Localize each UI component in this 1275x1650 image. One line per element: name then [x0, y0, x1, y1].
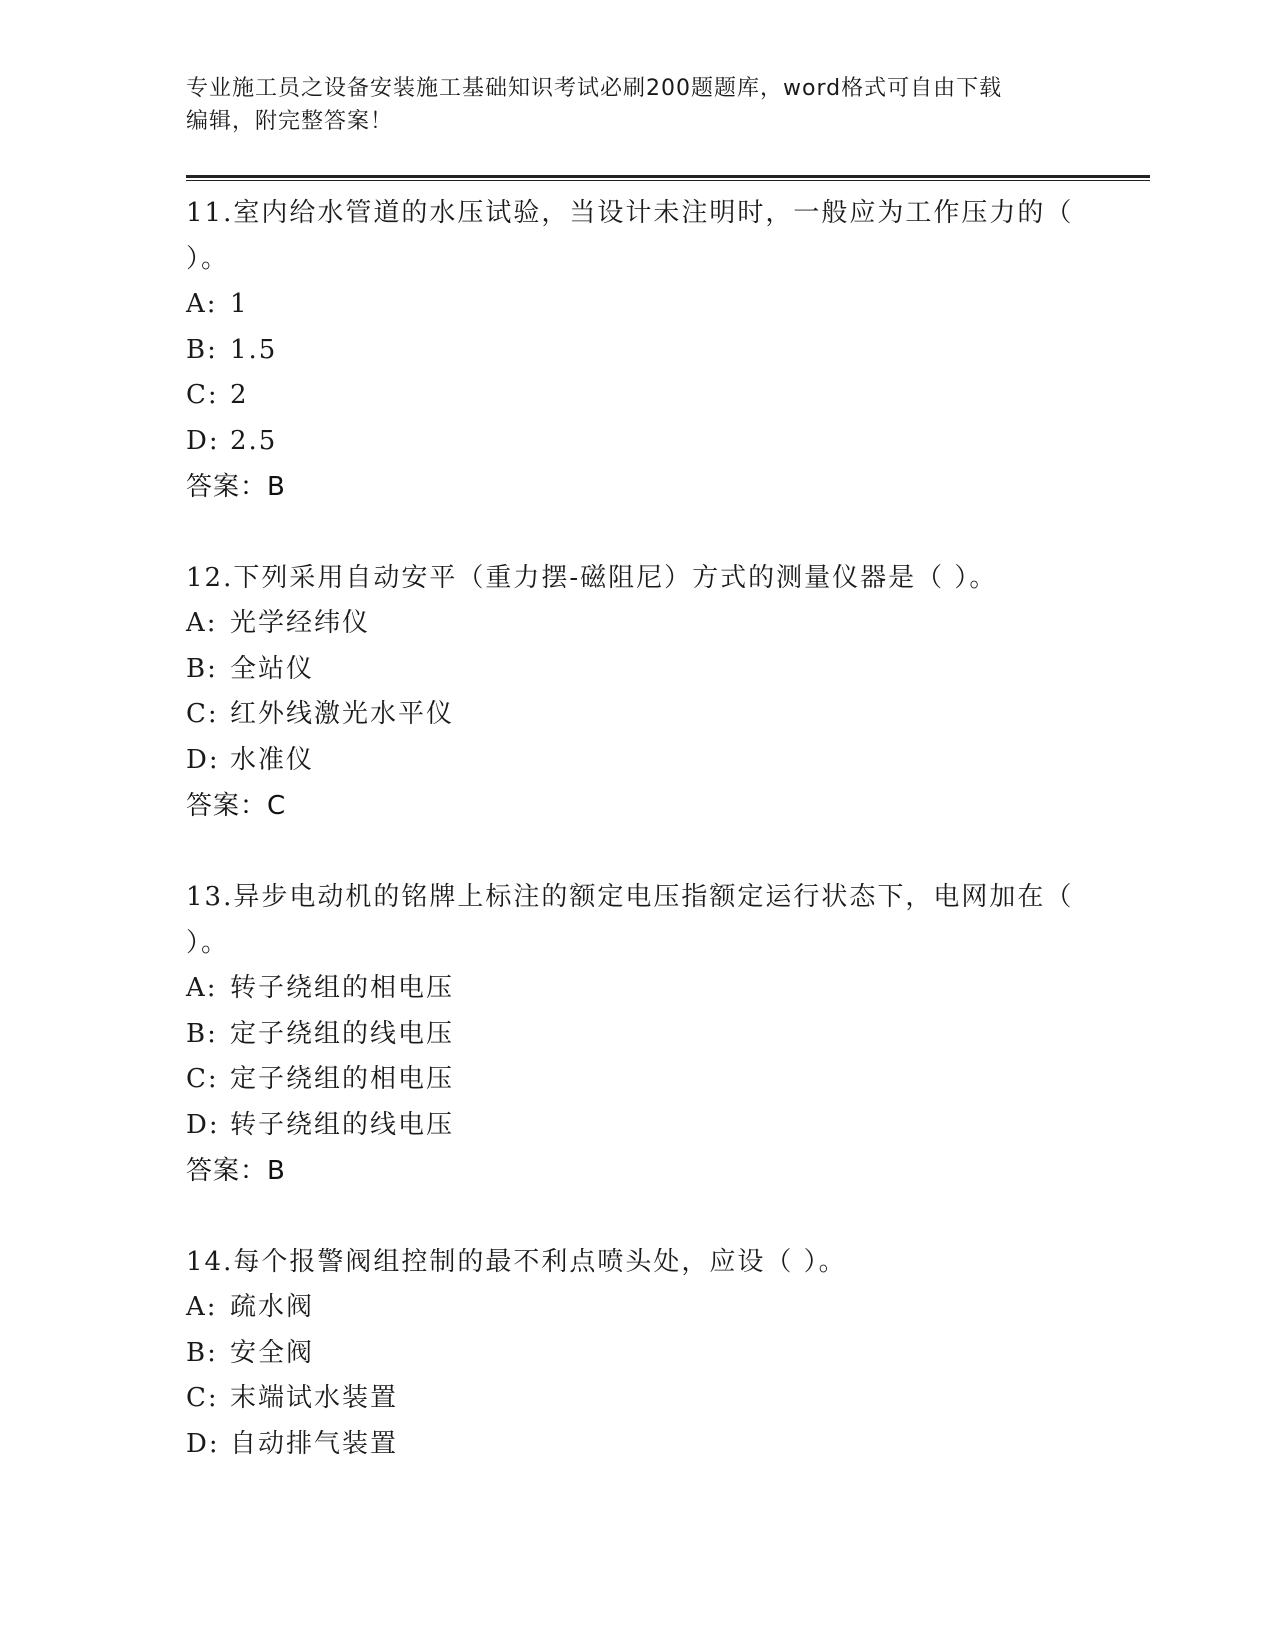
- option-a: [186, 966, 1086, 1012]
- option-c: [186, 1376, 1086, 1422]
- question-stem: 异步电动机的铭牌上标注的额定电压指额定运行状态下，电网加在（ ）。: [186, 882, 1074, 958]
- option-letter: B:: [186, 1337, 218, 1368]
- option-a: [186, 601, 1086, 647]
- option-text: 2.5: [230, 425, 278, 456]
- option-a: [186, 282, 1086, 328]
- answer-line: 答案：B: [186, 472, 286, 502]
- option-b: [186, 1331, 1086, 1377]
- option-letter: B:: [186, 653, 218, 684]
- option-letter: C:: [186, 699, 219, 729]
- option-text: 1.5: [230, 334, 278, 365]
- option-letter: B:: [186, 334, 218, 365]
- question-number: 11.: [186, 198, 234, 228]
- answer-line: 答案：C: [186, 791, 287, 821]
- question-14: [186, 1239, 1086, 1467]
- question-12: [186, 555, 1086, 829]
- question-text: [186, 1239, 1086, 1285]
- option-letter: C:: [186, 1383, 219, 1413]
- option-text: 转子绕组的线电压: [230, 1109, 455, 1140]
- option-text: 自动排气装置: [230, 1428, 399, 1459]
- option-letter: C:: [186, 380, 219, 410]
- option-letter: A:: [186, 1292, 218, 1322]
- option-b: [186, 647, 1086, 693]
- option-c: [186, 692, 1086, 738]
- question-11: [186, 190, 1086, 510]
- option-text: 水准仪: [230, 744, 315, 775]
- option-b: [186, 1012, 1086, 1058]
- option-text: 定子绕组的相电压: [230, 1064, 455, 1094]
- option-text: 全站仪: [230, 653, 315, 684]
- question-number: 14.: [186, 1247, 234, 1277]
- document-header: [186, 72, 1086, 138]
- option-letter: D:: [186, 425, 220, 456]
- question-text: [186, 190, 1086, 282]
- option-text: 1: [230, 289, 249, 319]
- option-text: 疏水阀: [230, 1292, 315, 1322]
- question-stem: 每个报警阀组控制的最不利点喷头处，应设（ ）。: [233, 1247, 847, 1277]
- option-letter: D:: [186, 1428, 220, 1459]
- option-text: 光学经纬仪: [230, 608, 371, 638]
- option-b: [186, 328, 1086, 374]
- option-a: [186, 1285, 1086, 1331]
- option-c: [186, 1057, 1086, 1103]
- question-text: [186, 555, 1086, 601]
- option-letter: B:: [186, 1018, 218, 1049]
- question-list: [186, 190, 1086, 1512]
- option-letter: A:: [186, 608, 218, 638]
- option-letter: D:: [186, 1109, 220, 1140]
- option-letter: D:: [186, 744, 220, 775]
- question-number: 12.: [186, 563, 234, 593]
- option-c: [186, 373, 1086, 419]
- option-text: 红外线激光水平仪: [230, 699, 455, 729]
- question-text: [186, 874, 1086, 966]
- option-text: 末端试水装置: [230, 1383, 399, 1413]
- header-line-2: 编辑，附完整答案！: [186, 109, 394, 134]
- question-13: [186, 874, 1086, 1194]
- question-stem: 下列采用自动安平（重力摆-磁阻尼）方式的测量仪器是（ ）。: [233, 563, 998, 593]
- option-text: 转子绕组的相电压: [230, 973, 455, 1003]
- header-line-1: 专业施工员之设备安装施工基础知识考试必刷200题题库，word格式可自由下载: [186, 76, 1003, 101]
- option-text: 2: [230, 380, 249, 410]
- option-letter: A:: [186, 289, 218, 319]
- option-letter: C:: [186, 1064, 219, 1094]
- answer-line: 答案：B: [186, 1156, 286, 1186]
- option-d: [186, 1422, 1086, 1468]
- question-stem: 室内给水管道的水压试验，当设计未注明时，一般应为工作压力的（ ）。: [186, 198, 1074, 274]
- option-d: [186, 738, 1086, 784]
- question-number: 13.: [186, 882, 234, 912]
- option-d: [186, 1103, 1086, 1149]
- header-divider-thin: [186, 180, 1150, 181]
- option-text: 定子绕组的线电压: [230, 1018, 455, 1049]
- header-divider-thick: [186, 175, 1150, 178]
- option-d: [186, 419, 1086, 465]
- option-text: 安全阀: [230, 1337, 315, 1368]
- option-letter: A:: [186, 973, 218, 1003]
